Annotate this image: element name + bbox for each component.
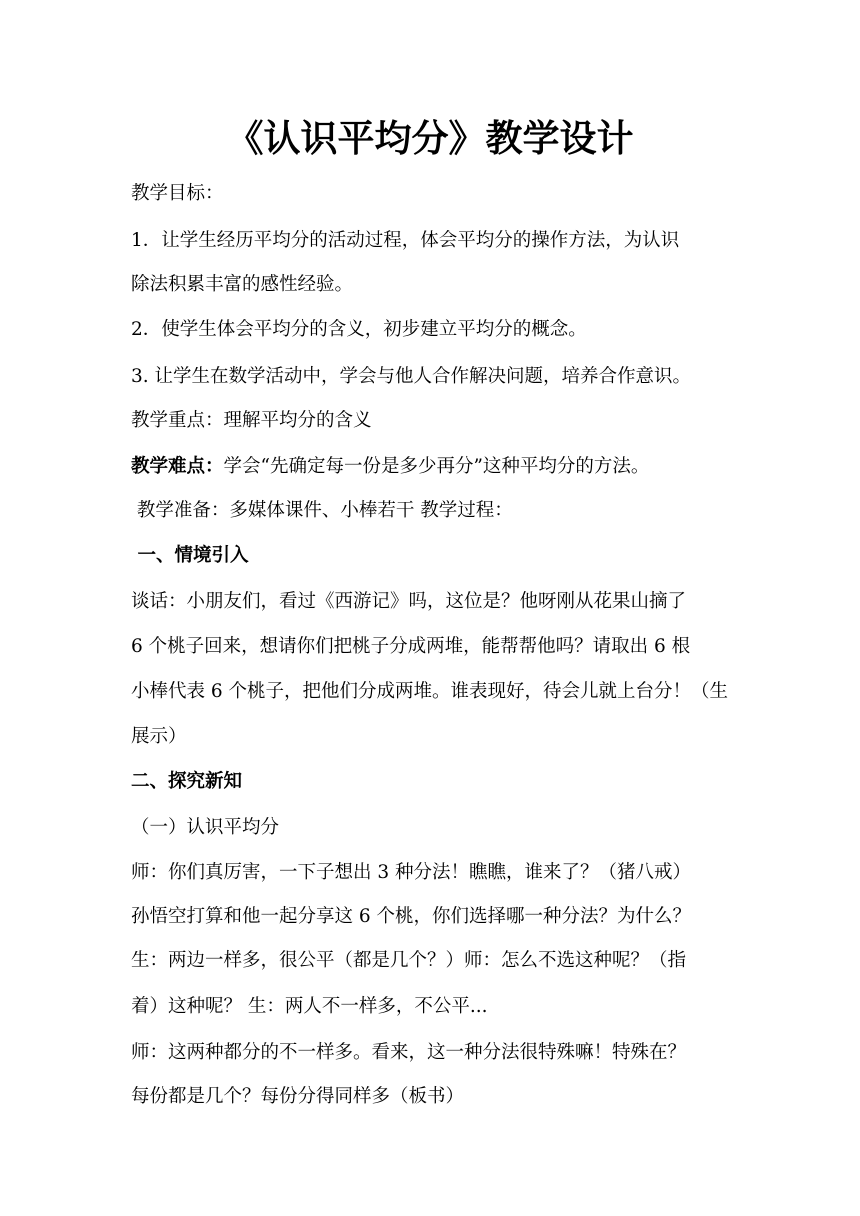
paragraph-2-line-4: 着）这种呢？ 生：两人不一样多，不公平...	[131, 996, 488, 1017]
objective-1-line-1: 1．让学生经历平均分的活动过程，体会平均分的操作方法，为认识	[131, 230, 680, 251]
difficulty-label: 教学难点：	[131, 456, 224, 477]
paragraph-3-line-2: 每份都是几个？每份分得同样多（板书）	[131, 1086, 465, 1107]
preparation: 教学准备：多媒体课件、小棒若干 教学过程：	[131, 500, 513, 521]
section-2-heading: 二、探究新知	[131, 771, 243, 792]
section-1-heading: 一、情境引入	[131, 545, 249, 566]
objective-2: 2．使学生体会平均分的含义，初步建立平均分的概念。	[131, 319, 587, 340]
objectives-heading: 教学目标：	[131, 183, 224, 204]
paragraph-1-line-3: 小棒代表 6 个桃子，把他们分成两堆。谁表现好，待会儿就上台分！（生	[131, 681, 729, 702]
paragraph-3-line-1: 师：这两种都分的不一样多。看来，这一种分法很特殊嘛！特殊在？	[131, 1042, 687, 1063]
paragraph-1-line-1: 谈话：小朋友们，看过《西游记》吗，这位是？他呀刚从花果山摘了	[131, 591, 687, 612]
paragraph-2-line-2: 孙悟空打算和他一起分享这 6 个桃，你们选择哪一种分法？为什么？	[131, 906, 692, 927]
difficulty-text: 学会“先确定每一份是多少再分”这种平均分的方法。	[223, 456, 650, 477]
objective-3: 3. 让学生在数学活动中，学会与他人合作解决问题，培养合作意识。	[131, 366, 692, 387]
difficulty-line	[131, 454, 649, 480]
key-point: 教学重点：理解平均分的含义	[131, 410, 372, 431]
document-title: 《认识平均分》教学设计	[226, 116, 634, 160]
objective-1-line-2: 除法积累丰富的感性经验。	[131, 274, 354, 295]
paragraph-1-line-4: 展示）	[131, 726, 187, 747]
paragraph-2-line-1: 师：你们真厉害，一下子想出 3 种分法！瞧瞧，谁来了？（猪八戒）	[131, 862, 692, 883]
subsection-1-heading: （一）认识平均分	[131, 817, 280, 838]
paragraph-1-line-2: 6 个桃子回来，想请你们把桃子分成两堆，能帮帮他吗？请取出 6 根	[131, 636, 691, 657]
paragraph-2-line-3: 生：两边一样多，很公平（都是几个？）师：怎么不选这种呢？（指	[131, 950, 687, 971]
